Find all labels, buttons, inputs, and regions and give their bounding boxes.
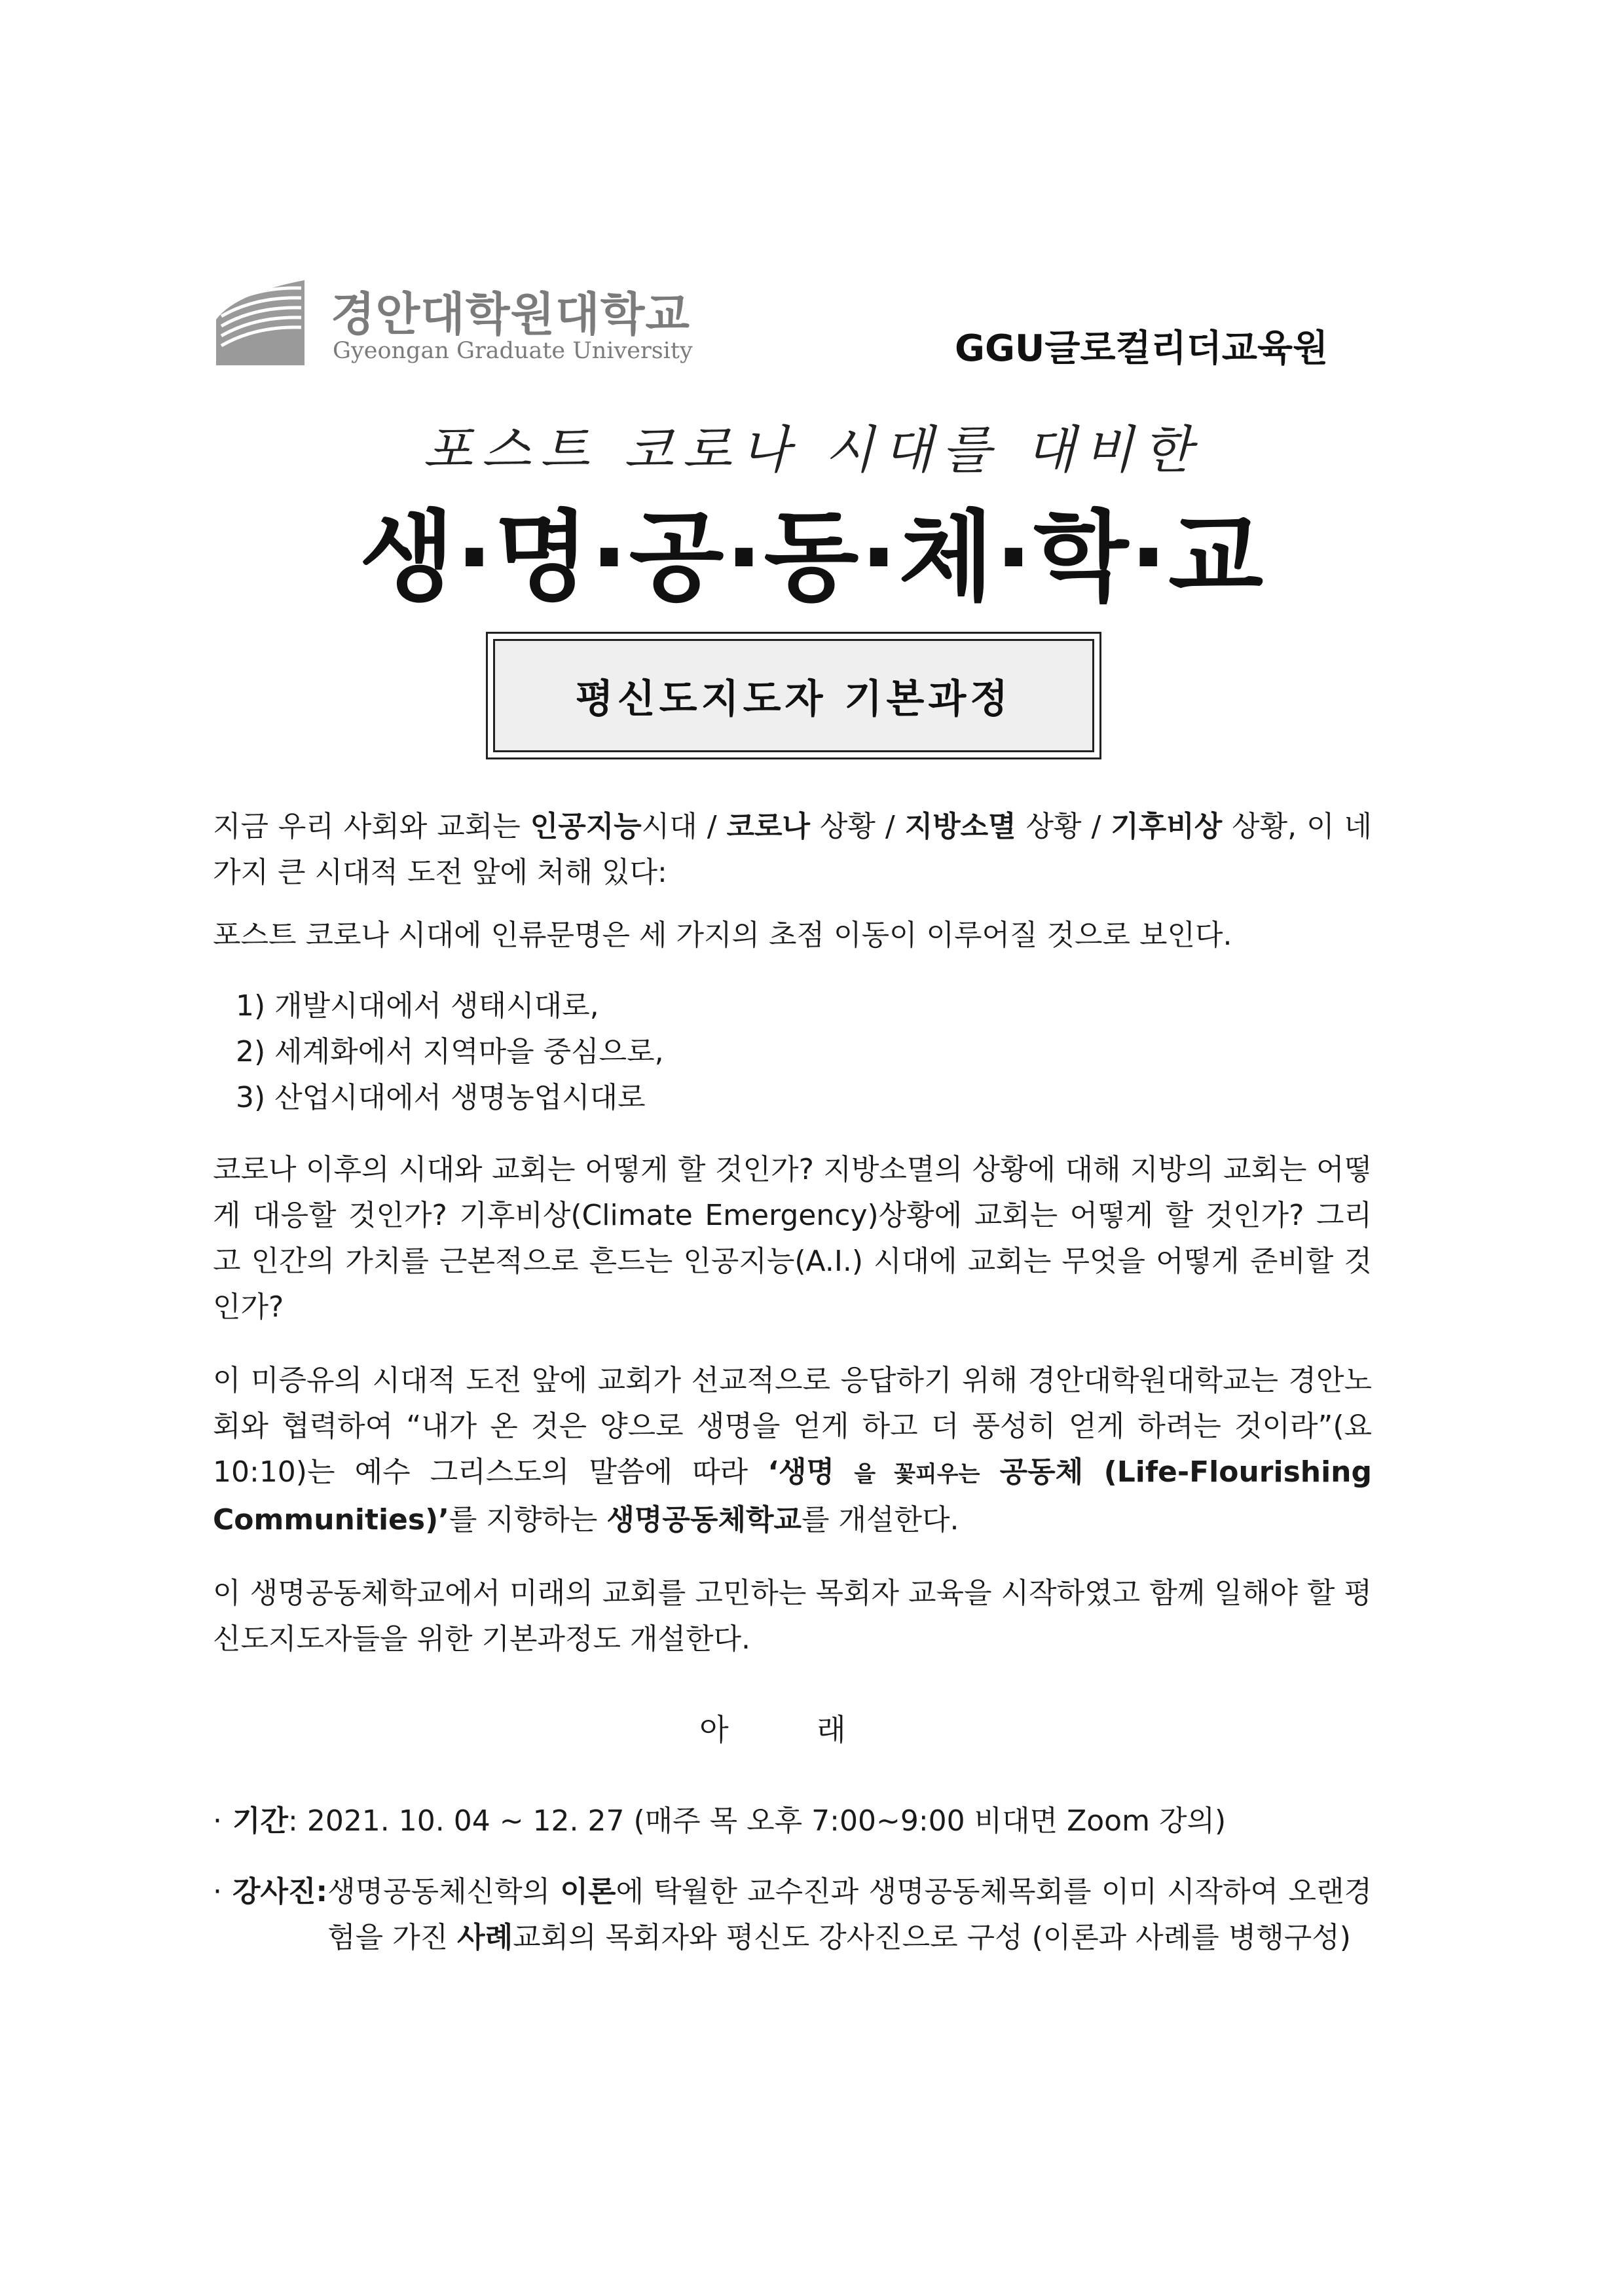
document-body bbox=[213, 804, 1372, 1961]
lecturers-label: 강사진: bbox=[232, 1875, 328, 1908]
lecturers-item bbox=[213, 1869, 1372, 1961]
bold-text: ‘생명 bbox=[767, 1455, 835, 1489]
bold-text: 이론 bbox=[560, 1875, 616, 1908]
bullet-icon: · bbox=[213, 1804, 222, 1838]
school-opening-paragraph bbox=[213, 1358, 1372, 1543]
bold-text: 기후비상 bbox=[1111, 810, 1223, 843]
bold-text: 공동체 (Life-Flourishing Communities)’ bbox=[213, 1455, 1372, 1537]
text-run: 교회의 목회자와 평신도 강사진으로 구성 (이론과 사례를 병행구성) bbox=[513, 1921, 1351, 1954]
period-value: : 2021. 10. 04 ~ 12. 27 (매주 목 오후 7:00~9:00 비대면 Zoom 강의) bbox=[288, 1804, 1227, 1838]
bold-text: 지방소멸 bbox=[904, 810, 1016, 843]
bold-text: 사례 bbox=[457, 1921, 513, 1954]
intro-paragraph bbox=[213, 804, 1372, 896]
subtitle: 포스트 코로나 시대를 대비한 bbox=[422, 421, 1202, 480]
small-bold-text: 을 꽃피우는 bbox=[854, 1461, 980, 1487]
list-item: 1) 개발시대에서 생태시대로, bbox=[236, 989, 599, 1023]
university-logo bbox=[216, 275, 693, 373]
page-title: 생·명·공·동·체·학·교 bbox=[359, 501, 1265, 615]
period-item bbox=[213, 1798, 1372, 1844]
bold-text: 인공지능 bbox=[530, 810, 642, 843]
text-run: 에 탁월한 교수진과 생명공동체목회를 이미 시작하여 오랜경험을 가진 bbox=[327, 1875, 1372, 1954]
text-run: 상황, 이 네 가지 큰 시대적 도전 앞에 처해 있다: bbox=[213, 810, 1372, 889]
organization-name: GGU글로컬리더교육원 bbox=[955, 327, 1329, 370]
text-run: 생명공동체신학의 bbox=[327, 1875, 561, 1908]
lay-course-paragraph: 이 생명공동체학교에서 미래의 교회를 고민하는 목회자 교육을 시작하였고 함께 일해야 할 평신도지도자들을 위한 기본과정도 개설한다. bbox=[213, 1576, 1372, 1656]
list-item: 3) 산업시대에서 생명농업시대로 bbox=[236, 1081, 646, 1114]
lecturers-text bbox=[327, 1869, 1372, 1961]
bold-text: 코로나 bbox=[726, 810, 810, 843]
text-run: 이 미증유의 시대적 도전 앞에 교회가 선교적으로 응답하기 위해 경안대학원대학교는 경안노회와 협력하여 “내가 온 것은 양으로 생명을 얻게 하고 더 풍성히 얻게 하려는 것이라”(요10:10)는 예수 그리스도의 말씀에 따라 bbox=[213, 1364, 1372, 1489]
details-list bbox=[213, 1798, 1372, 1961]
course-title-box bbox=[486, 632, 1101, 759]
text-run: 상황 / bbox=[1016, 810, 1111, 843]
focus-shift-paragraph: 포스트 코로나 시대에 인류문명은 세 가지의 초점 이동이 이루어질 것으로 보인다. bbox=[213, 919, 1232, 952]
university-emblem-icon bbox=[216, 280, 304, 365]
text-run: 를 개설한다. bbox=[801, 1503, 959, 1537]
bold-text: 생명공동체학교 bbox=[606, 1503, 802, 1537]
text-run: 시대 / bbox=[641, 810, 727, 843]
university-name-en: Gyeongan Graduate University bbox=[333, 338, 693, 364]
notice-heading: 아 래 bbox=[699, 1712, 885, 1747]
course-title: 평신도지도자 기본과정 bbox=[493, 639, 1094, 752]
bullet-icon: · bbox=[213, 1875, 222, 1908]
text-run: 상황 / bbox=[809, 810, 905, 843]
focus-shift-list bbox=[213, 983, 1372, 1121]
questions-paragraph: 코로나 이후의 시대와 교회는 어떻게 할 것인가? 지방소멸의 상황에 대해 지방의 교회는 어떻게 대응할 것인가? 기후비상(Climate Emergency)상황에 교회는 어떻게 할 것인가? 그리고 인간의 가치를 근본적으로 흔드는 인공지능(A.I.) 시대에 교회는 무엇을 어떻게 준비할 것인가? bbox=[213, 1153, 1373, 1324]
university-name-ko: 경안대학원대학교 bbox=[331, 287, 690, 341]
text-run: 지금 우리 사회와 교회는 bbox=[213, 810, 530, 843]
text-run: 를 지향하는 bbox=[449, 1503, 607, 1537]
lecturers-row bbox=[232, 1869, 1372, 1961]
list-item: 2) 세계화에서 지역마을 중심으로, bbox=[236, 1035, 664, 1068]
period-label: 기간 bbox=[232, 1804, 289, 1838]
